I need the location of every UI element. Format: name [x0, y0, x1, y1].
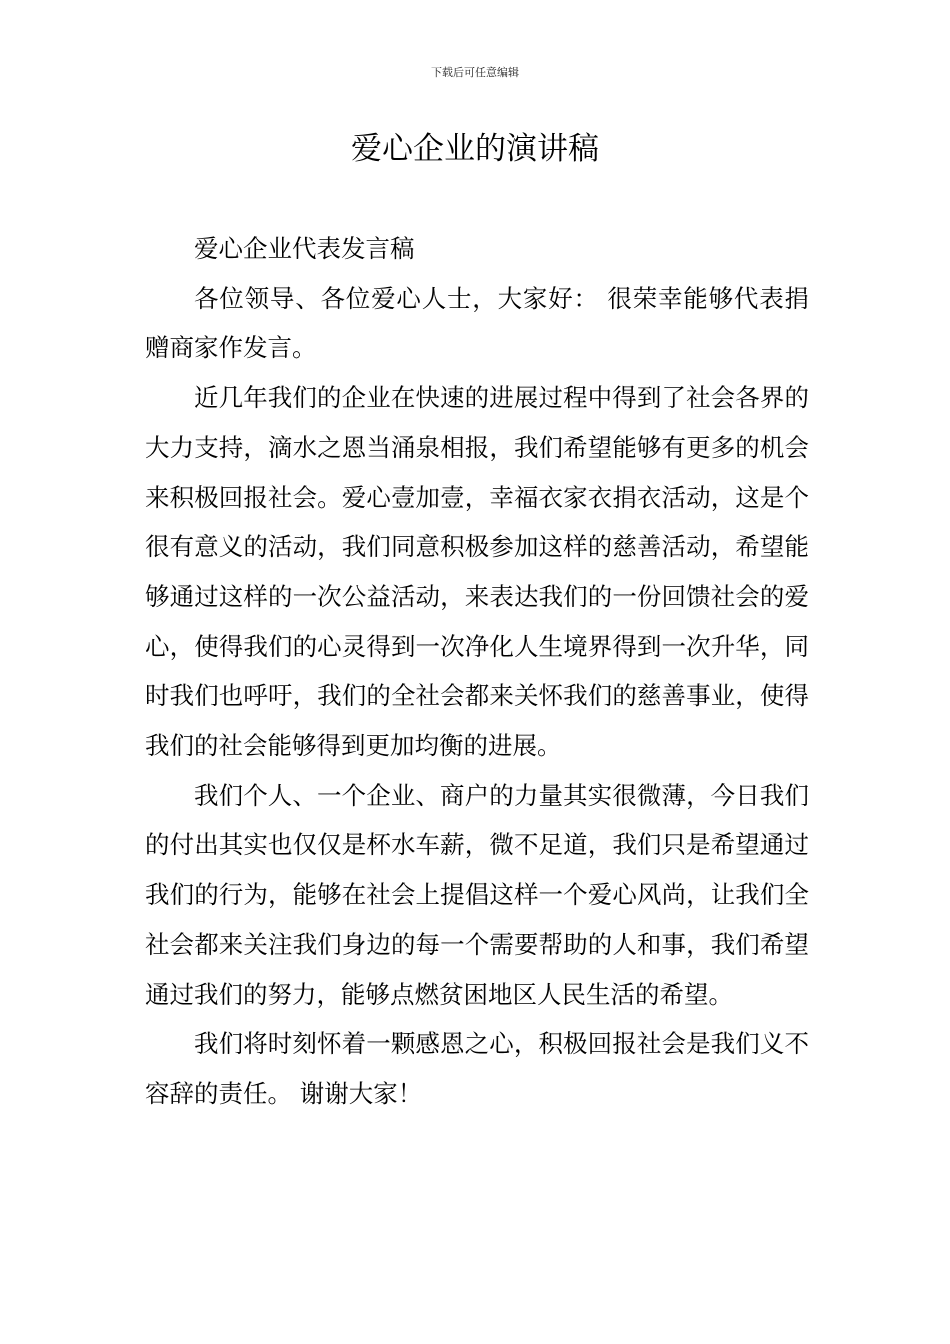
body-paragraph-1: 近几年我们的企业在快速的进展过程中得到了社会各界的大力支持，滴水之恩当涌泉相报，我们希望能够有更多的机会来积极回报社会。爱心壹加壹，幸福衣家衣捐衣活动，这是个很有意义的活动，我们同意积极参加这样的慈善活动，希望能够通过这样的一次公益活动，来表达我们的一份回馈社会的爱心，使得我们的心灵得到一次净化人生境界得到一次升华，同时我们也呼吁，我们的全社会都来关怀我们的慈善事业，使得我们的社会能够得到更加均衡的进展。: [145, 383, 809, 761]
greeting-paragraph: 各位领导、各位爱心人士，大家好： 很荣幸能够代表捐赠商家作发言。: [145, 283, 809, 363]
body-paragraph-2: 我们个人、一个企业、商户的力量其实很微薄，今日我们的付出其实也仅仅是杯水车薪，微不足道，我们只是希望通过我们的行为，能够在社会上提倡这样一个爱心风尚，让我们全社会都来关注我们身边的每一个需要帮助的人和事，我们希望通过我们的努力，能够点燃贫困地区人民生活的希望。: [145, 780, 809, 1009]
page-header-note: 下载后可任意编辑: [431, 66, 519, 79]
document-title: 爱心企业的演讲稿: [351, 131, 599, 167]
closing-paragraph: 我们将时刻怀着一颗感恩之心，积极回报社会是我们义不容辞的责任。 谢谢大家！: [145, 1029, 809, 1108]
speech-subtitle-paragraph: 爱心企业代表发言稿: [194, 234, 415, 263]
document-body: [145, 224, 809, 1119]
